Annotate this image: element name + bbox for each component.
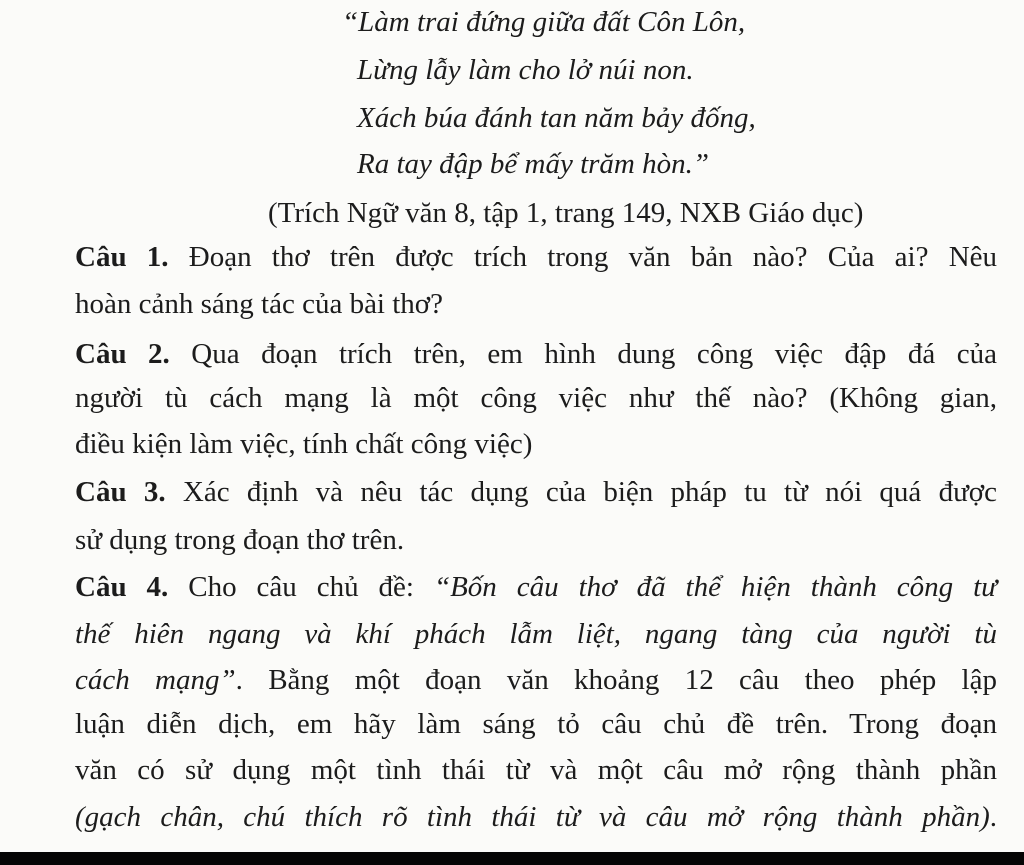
poem-line-2: Lừng lẫy làm cho lở núi non.: [357, 54, 694, 86]
question-4-text-3-plain: . Bằng một đoạn văn khoảng 12 câu theo phép lập: [235, 664, 997, 696]
question-4-text-6-plain: .: [989, 801, 997, 833]
poem-line-3: Xách búa đánh tan năm bảy đống,: [357, 102, 756, 134]
poem-line-1: “Làm trai đứng giữa đất Côn Lôn,: [342, 6, 746, 38]
question-2-text-1: Qua đoạn trích trên, em hình dung công việc đập đá của: [169, 338, 997, 370]
question-4-text-1-italic: “Bốn câu thơ đã thể hiện thành công tư: [433, 571, 997, 603]
question-4-text-3-italic: cách mạng”: [75, 664, 236, 696]
question-2-line-1: [75, 340, 997, 369]
poem-line-4: Ra tay đập bể mấy trăm hòn.”: [357, 148, 709, 180]
question-2-label: Câu 2.: [75, 338, 170, 370]
poem-source-citation: (Trích Ngữ văn 8, tập 1, trang 149, NXB Giáo dục): [268, 197, 864, 229]
question-4-line-4: luận diễn dịch, em hãy làm sáng tỏ câu chủ đề trên. Trong đoạn: [75, 708, 997, 740]
question-1-line-1: [75, 243, 997, 272]
question-1-label: Câu 1.: [75, 241, 169, 273]
question-1-line-2: hoàn cảnh sáng tác của bài thơ?: [75, 288, 444, 320]
question-3-line-1: [75, 478, 997, 507]
question-4-line-1: [75, 573, 997, 602]
question-1-text-1: Đoạn thơ trên được trích trong văn bản nào? Của ai? Nêu: [168, 241, 998, 273]
question-4-label: Câu 4.: [75, 571, 169, 603]
question-3-line-2: sử dụng trong đoạn thơ trên.: [75, 524, 405, 556]
question-4-text-2-italic: thế hiên ngang và khí phách lẫm liệt, ngang tàng của người tù: [75, 618, 997, 650]
question-2-line-2: người tù cách mạng là một công việc như thế nào? (Không gian,: [75, 382, 997, 414]
question-4-text-6-italic: (gạch chân, chú thích rõ tình thái từ và câu mở rộng thành phần): [75, 801, 990, 833]
question-3-text-1: Xác định và nêu tác dụng của biện pháp tu từ nói quá được: [165, 476, 998, 508]
question-4-line-6: [75, 803, 997, 832]
question-2-line-3: điều kiện làm việc, tính chất công việc): [75, 428, 533, 460]
question-4-line-2: [75, 620, 997, 649]
question-4-line-5: văn có sử dụng một tình thái từ và một câu mở rộng thành phần: [75, 754, 997, 786]
bottom-black-border: [0, 852, 1024, 865]
question-3-label: Câu 3.: [75, 476, 166, 508]
question-4-text-1-plain: Cho câu chủ đề:: [168, 571, 434, 603]
question-4-line-3: [75, 666, 997, 695]
